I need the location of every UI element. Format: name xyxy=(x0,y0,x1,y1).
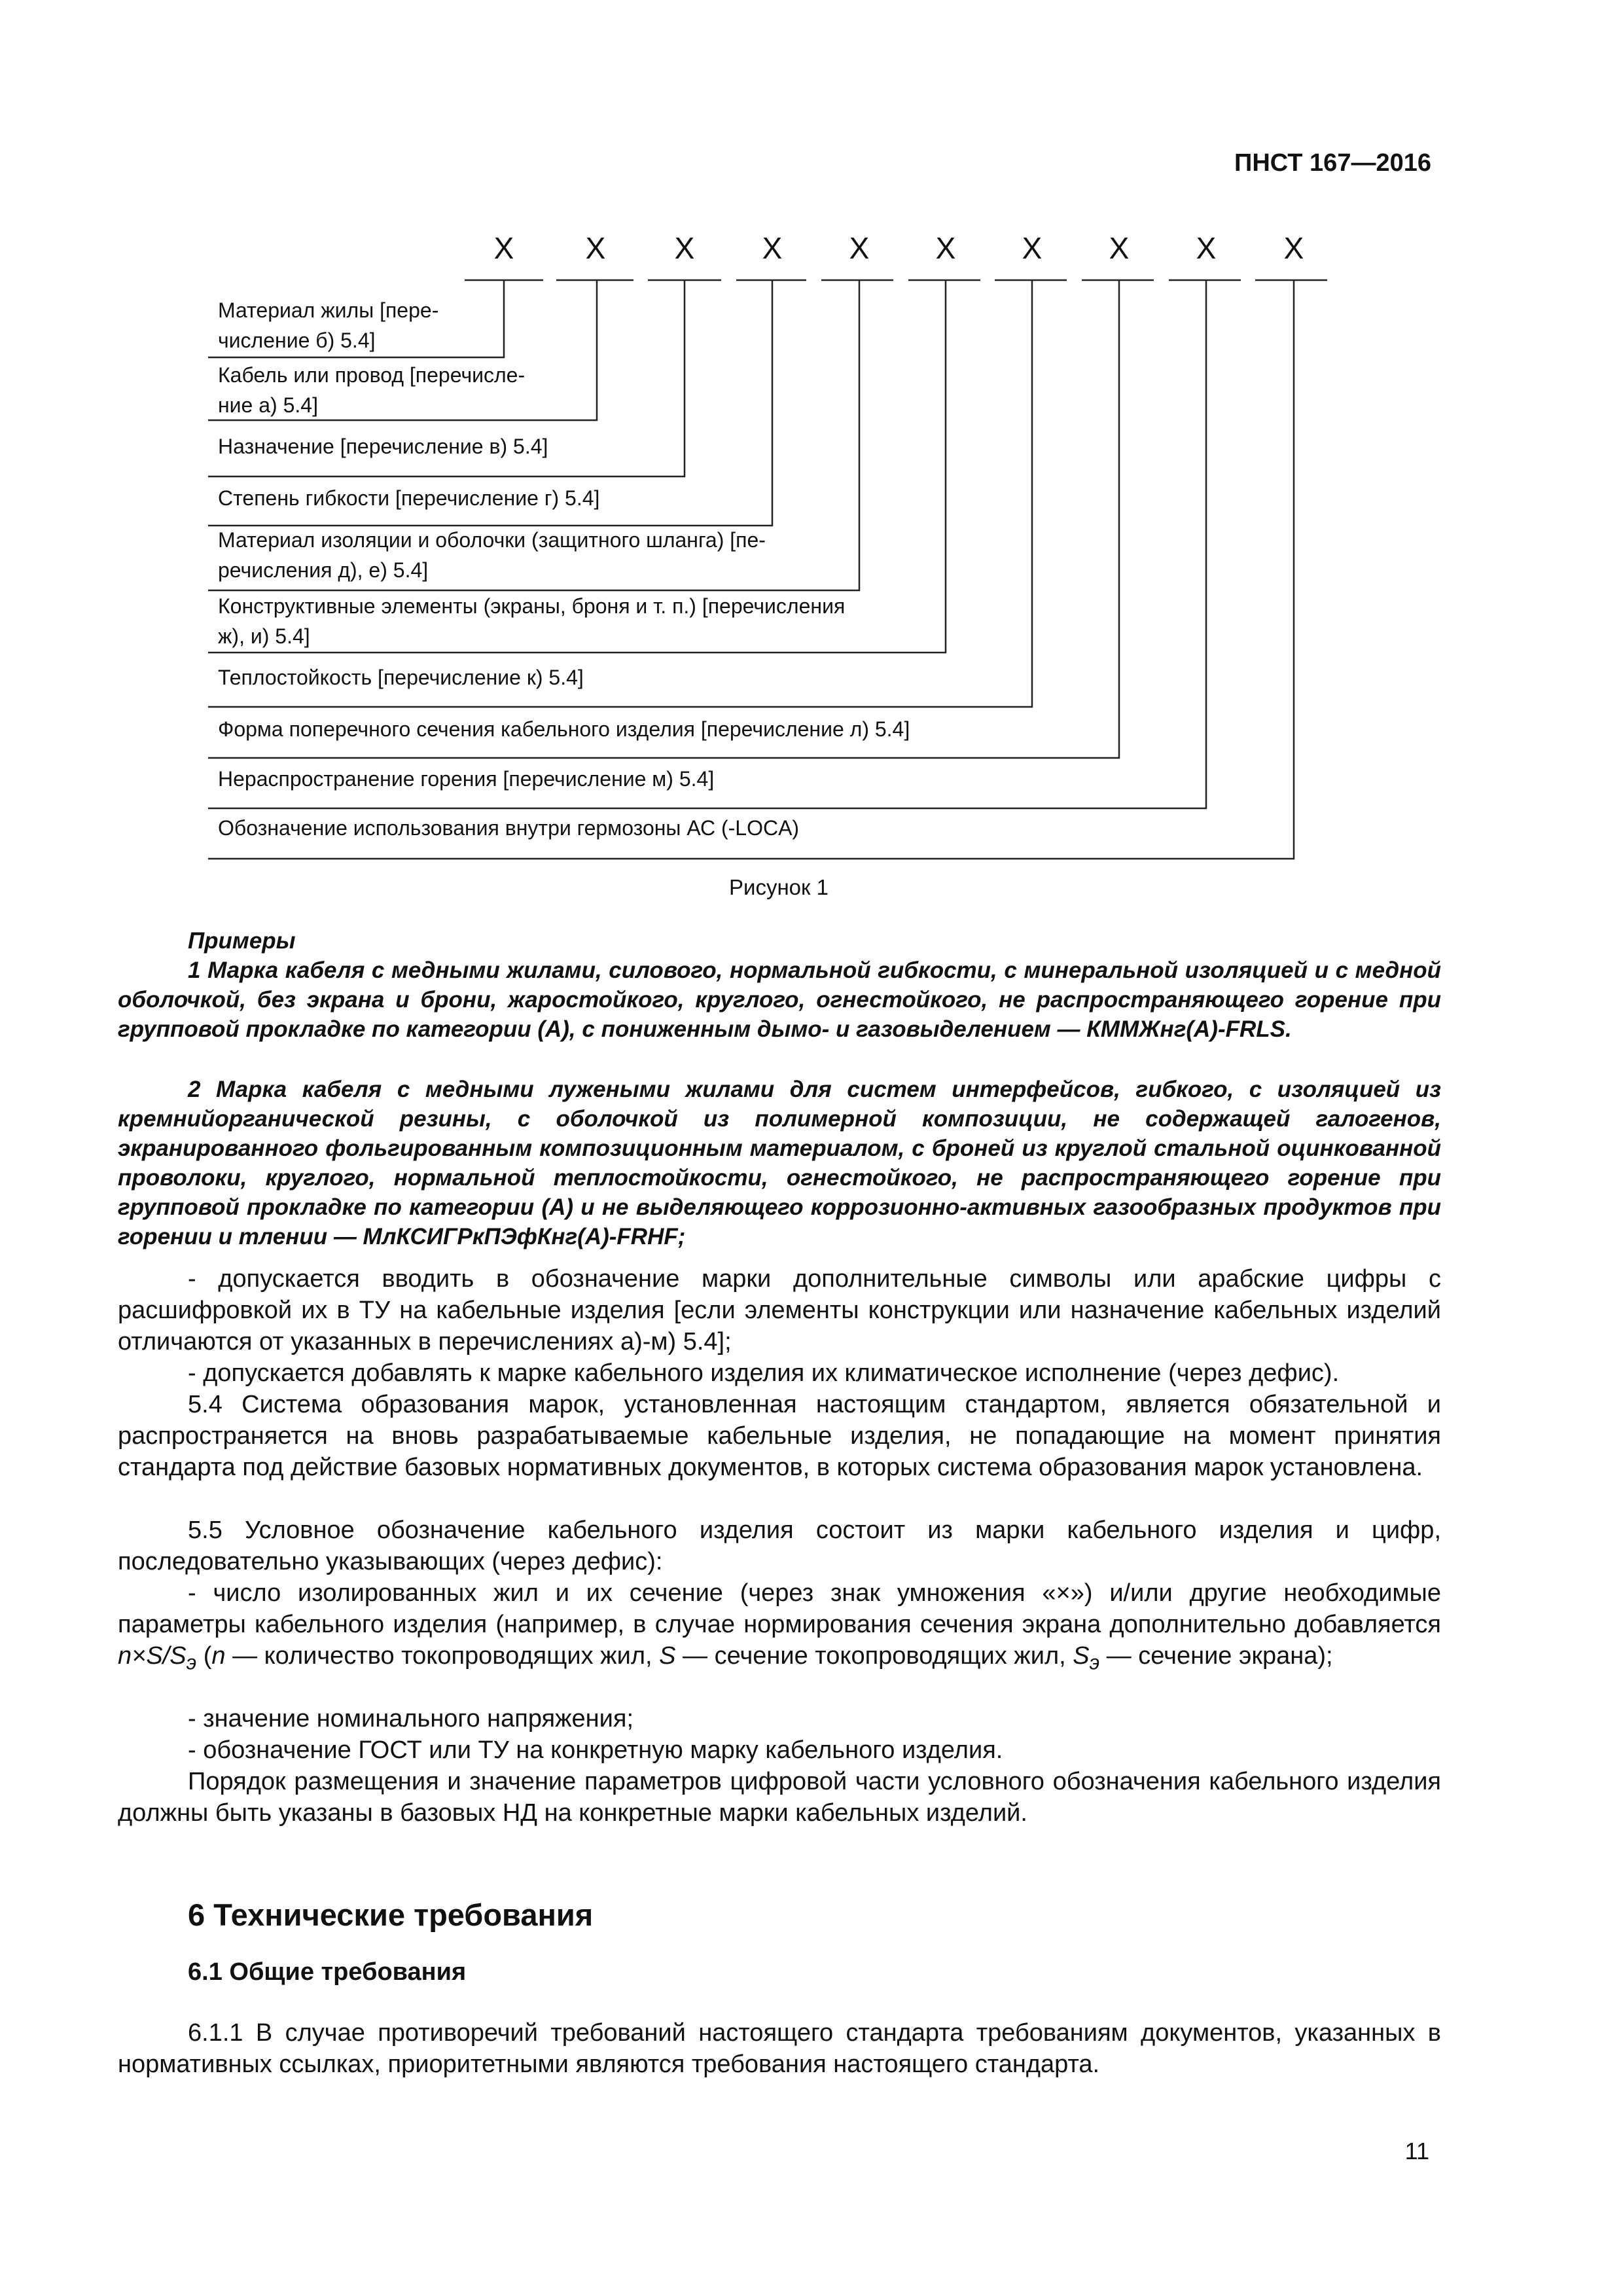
scheme-label-heat-resistance: Теплостойкость [перечисление к) 5.4] xyxy=(218,666,584,689)
placeholder-x: X xyxy=(1109,231,1130,265)
placeholder-x: X xyxy=(849,231,870,265)
scheme-label-flexibility: Степень гибкости [перечисление г) 5.4] xyxy=(218,486,600,510)
example-1: 1 Марка кабеля с медными жилами, силового, нормальной гибкости, с минеральной изоляцией и с медной оболочкой, без экрана и брони, жаростойкого, круглого, огнестойкого, не распространяющего горение при групповой прокладке по категории (А), с пониженным дымо- и газовыделением — КММЖнг(А)-FRLS. xyxy=(118,958,1441,1042)
document-code: ПНСТ 167—2016 xyxy=(1234,149,1431,177)
placeholder-x: X xyxy=(1283,231,1304,265)
scheme-label-insulation: Материал изоляции и оболочки (защитного шланга) [пе- речисления д), е) 5.4] xyxy=(218,528,766,582)
example-2: 2 Марка кабеля с медными лужеными жилами для систем интерфейсов, гибкого, с изоляцией из кремнийорганической резины, с оболочкой из полимерной композиции, не содержащей галогенов, экранированного фольгированным композиционным материалом, с броней из круглой стальной оцинкованной проволоки, круглого, нормальной теплостойкости, огнестойкого, не распространяющего горение при групповой прокладке по категории (А) и не выделяющего коррозионно-активных газообразных продуктов при горении и тлении — МлКСИГРкПЭфКнг(А)-FRHF; xyxy=(118,1077,1441,1249)
scheme-label-loca: Обозначение использования внутри гермозоны АС (-LOCA) xyxy=(218,816,800,840)
placeholder-x: X xyxy=(762,231,783,265)
scheme-label-cross-section: Форма поперечного сечения кабельного изделия [перечисление л) 5.4] xyxy=(218,717,910,741)
paragraph-5-4: 5.4 Система образования марок, установленная настоящим стандартом, является обязательной и распространяется на вновь разрабатываемые кабельные изделия, не попадающие на момент принятия стандарта под действие базовых нормативных документов, в которых система образования марок установлена. xyxy=(118,1391,1441,1481)
paragraph-climatic-version: - допускается добавлять к марке кабельного изделия их климатическое исполнение (через дефис). xyxy=(188,1359,1340,1387)
scheme-label-purpose: Назначение [перечисление в) 5.4] xyxy=(218,435,548,458)
paragraph-nominal-voltage: - значение номинального напряжения; xyxy=(188,1705,634,1732)
page-number: 11 xyxy=(1404,2138,1429,2164)
placeholder-x: X xyxy=(1196,231,1217,265)
placeholder-x: X xyxy=(935,231,956,265)
paragraph-6-1-1: 6.1.1 В случае противоречий требований настоящего стандарта требованиям документов, указанных в нормативных ссылках, приоритетными являются требования настоящего стандарта. xyxy=(118,2019,1441,2078)
section-heading: 6 Технические требования xyxy=(188,1897,594,1932)
placeholder-x: X xyxy=(585,231,606,265)
scheme-label-core-material: Материал жилы [пере- числение б) 5.4] xyxy=(218,298,439,352)
scheme-label-construction: Конструктивные элементы (экраны, броня и т. п.) [перечисления ж), и) 5.4] xyxy=(218,594,846,648)
placeholder-x: X xyxy=(1022,231,1043,265)
scheme-label-cable-or-wire: Кабель или провод [перечисле- ние а) 5.4] xyxy=(218,363,526,417)
paragraph-parameter-order: Порядок размещения и значение параметров цифровой части условного обозначения кабельного изделия должны быть указаны в базовых НД на конкретные марки кабельных изделий. xyxy=(118,1768,1441,1827)
subsection-heading: 6.1 Общие требования xyxy=(188,1958,467,1986)
paragraph-gost-tu: - обозначение ГОСТ или ТУ на конкретную марку кабельного изделия. xyxy=(188,1736,1003,1764)
paragraph-5-5: 5.5 Условное обозначение кабельного изделия состоит из марки кабельного изделия и цифр, последовательно указывающих (через дефис): xyxy=(118,1516,1441,1575)
paragraph-additional-symbols: - допускается вводить в обозначение марки дополнительные символы или арабские цифры с расшифровкой их в ТУ на кабельные изделия [если элементы конструкции или назначение кабельных изделий отличаются от указанных в перечислениях а)-м) 5.4]; xyxy=(118,1265,1441,1355)
examples-title: Примеры xyxy=(188,928,296,954)
scheme-label-flame-propagation: Нераспространение горения [перечисление м) 5.4] xyxy=(218,767,715,791)
paragraph-cores-section: - число изолированных жил и их сечение (через знак умножения «×») и/или другие необходимые параметры кабельного изделия (например, в случае нормирования сечения экрана дополнительно добавляется $n\times S/S_э$ (n — количество токопроводящих жил, S — сечение токопроводящих жил, $S_э$ — сечение экрана); xyxy=(118,1579,1441,1674)
figure-caption: Рисунок 1 xyxy=(729,875,829,899)
placeholder-x: X xyxy=(674,231,695,265)
placeholder-x: X xyxy=(493,231,514,265)
